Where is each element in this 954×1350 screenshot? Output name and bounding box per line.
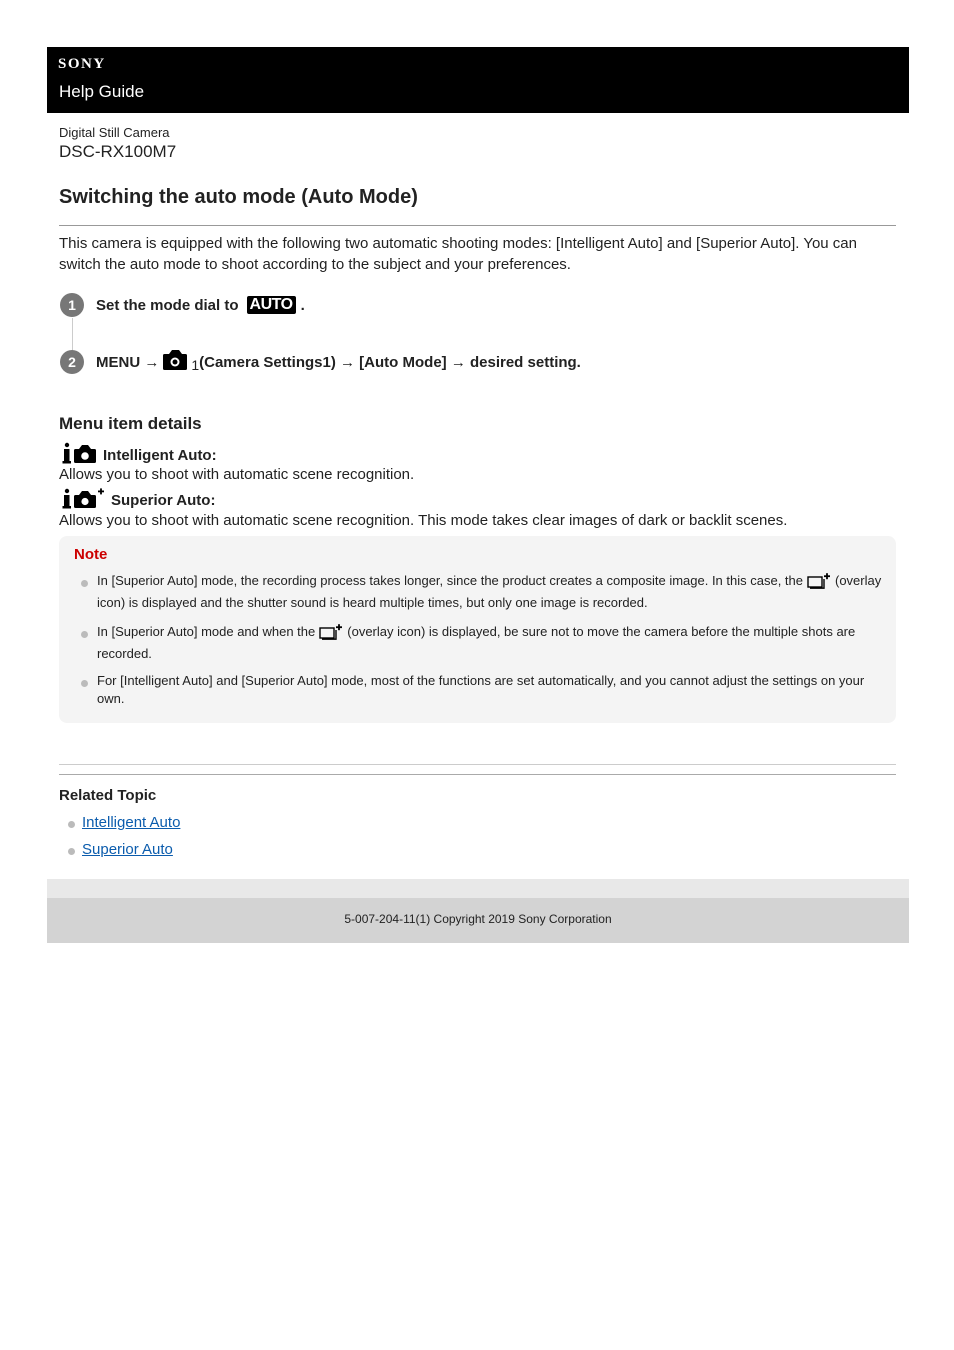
step-2-path: (Camera Settings1) → [Auto Mode] → desired setting. [199,353,581,371]
superior-auto-label: Superior Auto: [111,491,216,509]
step-connector [72,318,73,354]
sony-logo: SONY [58,56,106,72]
note-item-1 [97,572,882,612]
product-category: Digital Still Camera [59,125,170,140]
intelligent-auto-icon [61,442,103,468]
note-item-3: For [Intelligent Auto] and [Superior Auto] mode, most of the functions are set automatically, and you cannot adjust the settings on your own. [97,673,865,706]
intelligent-auto-description: Allows you to shoot with automatic scene recognition. [59,466,415,483]
site-footer [47,898,909,943]
superior-auto-heading [61,489,215,511]
auto-mode-icon: AUTO [247,296,296,314]
intro-paragraph: This camera is equipped with the following two automatic shooting modes: [Intelligent Auto] and [Superior Auto]. You can switch the auto mode to shoot according to the subject and your preferences. [59,235,857,273]
note-item-1-text-a: In [Superior Auto] mode, the recording process takes longer, since the product creates a composite image. In this case, the [97,573,803,588]
site-header [47,47,909,113]
related-divider-top [59,764,896,765]
related-bullet-2 [68,848,75,855]
note-item-2 [97,623,882,663]
related-link-intelligent-auto[interactable]: Intelligent Auto [82,814,181,831]
note-item-2-text-a: In [Superior Auto] mode and when the [97,624,316,639]
overlay-icon [807,573,831,594]
step-1-label: Set the mode dial to [96,296,239,314]
related-link-superior-auto[interactable]: Superior Auto [82,841,173,858]
related-topic-title: Related Topic [59,787,157,804]
note-title: Note [74,546,108,563]
related-divider [59,774,896,775]
note-box [59,536,896,723]
title-divider [59,225,896,226]
note-bullet-3 [81,680,88,687]
step-1-end: . [300,296,305,314]
note-item-2-text-b: (overlay icon) is displayed, be sure not to move the camera before the multiple shots are recorded. [97,624,856,661]
camera-settings-icon [163,349,189,375]
intelligent-auto-heading [61,444,217,466]
step-number-1: 1 [60,293,84,317]
intelligent-auto-label: Intelligent Auto: [103,446,217,464]
product-model: DSC-RX100M7 [59,142,177,161]
copyright-text: 5-007-204-11(1) Copyright 2019 Sony Corporation [344,912,612,926]
related-bullet-1 [68,821,75,828]
page-title: Switching the auto mode (Auto Mode) [59,186,418,208]
menu-details-title: Menu item details [59,414,202,433]
superior-auto-description: Allows you to shoot with automatic scene recognition. This mode takes clear images of dark or backlit scenes. [59,512,788,529]
note-item-1-text-b: (overlay icon) is displayed and the shutter sound is heard multiple times, but only one image is recorded. [97,573,882,610]
step-number-2: 2 [60,350,84,374]
help-guide-title: Help Guide [59,82,145,101]
note-bullet-2 [81,631,88,638]
overlay-icon [319,624,343,645]
step-2-text [96,350,581,374]
footer-band [47,879,909,898]
note-bullet-1 [81,580,88,587]
step-1-text [96,293,305,317]
camera-settings-icon-number: 1 [191,357,200,373]
superior-auto-icon [61,487,111,513]
step-2-menu: MENU → [96,353,160,371]
